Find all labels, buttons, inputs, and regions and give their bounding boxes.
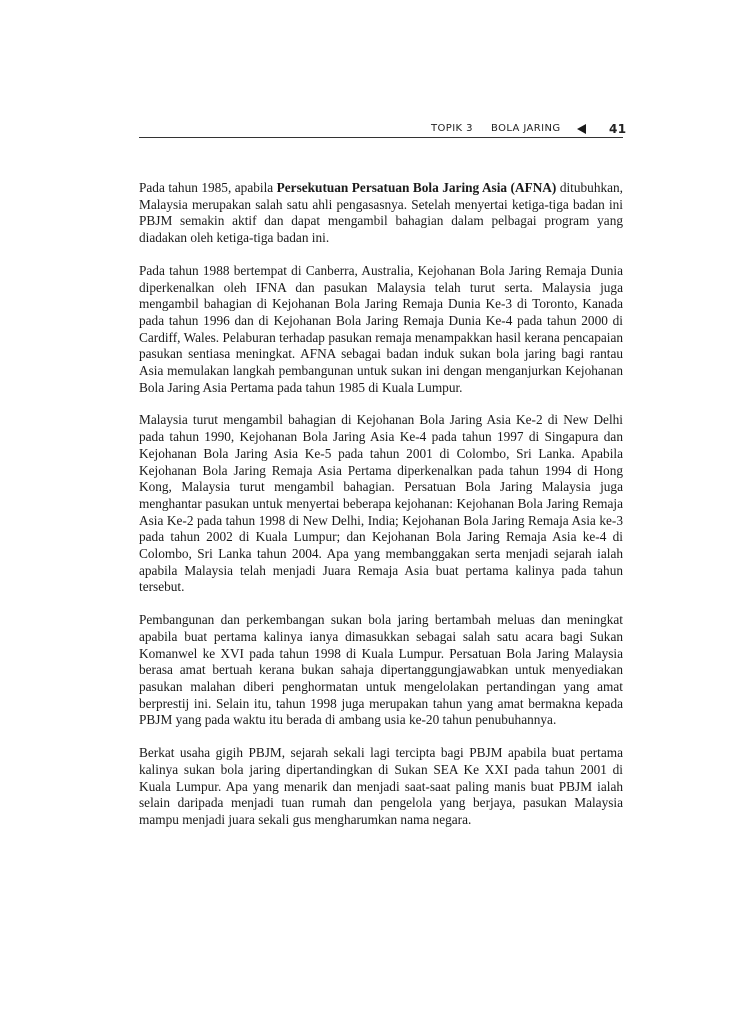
paragraph-1-rest: ditubuhkan, Malaysia merupakan salah satu ahli pengasasnya. Setelah menyertai ketiga-tiga badan ini PBJM semakin aktif dan dapat mengambil bahagian dalam pelbagai program yang diadakan oleh ketiga-tiga badan ini. [139,180,623,246]
header-title: BOLA JARING [491,123,561,134]
paragraph-1-lead: Pada tahun 1985, apabila [139,180,277,195]
body-text [139,180,623,845]
header-rule [139,137,623,138]
paragraph-1 [139,180,623,247]
paragraph-5: Berkat usaha gigih PBJM, sejarah sekali lagi tercipta bagi PBJM apabila buat pertama kalinya sukan bola jaring dipertandingkan di Sukan SEA Ke XXI pada tahun 2001 di Kuala Lumpur. Apa yang menarik dan menjadi saat-saat paling manis buat PBJM ialah selain daripada menjadi tuan rumah dan pengelola yang berjaya, pasukan Malaysia mampu menjadi juara sekali gus mengharumkan nama negara. [139,745,623,827]
paragraph-4: Pembangunan dan perkembangan sukan bola jaring bertambah meluas dan meningkat apabila buat pertama kalinya ianya dimasukkan sebagai salah satu acara bagi Sukan Komanwel ke XVI pada tahun 1998 di Kuala Lumpur. Persatuan Bola Jaring Malaysia berasa amat bertuah kerana bukan sahaja dipertanggungjawabkan untuk menyediakan pasukan malahan diberi penghormatan untuk mengelolakan pertandingan yang amat berprestij ini. Selain itu, tahun 1998 juga merupakan tahun yang amat bermakna kepada PBJM yang pada waktu itu berada di ambang usia ke-20 tahun penubuhannya. [139,612,623,728]
paragraph-2: Pada tahun 1988 bertempat di Canberra, Australia, Kejohanan Bola Jaring Remaja Dunia diperkenalkan oleh IFNA dan pasukan Malaysia telah turut serta. Malaysia juga mengambil bahagian di Kejohanan Bola Jaring Remaja Dunia Ke-3 di Toronto, Kanada pada tahun 1996 dan di Kejohanan Bola Jaring Remaja Dunia Ke-4 pada tahun 2000 di Cardiff, Wales. Pelaburan terhadap pasukan remaja menampakkan hasil kerana pencapaian pasukan sentiasa meningkat. AFNA sebagai badan induk sukan bola jaring bagi rantau Asia memulakan langkah pembangunan untuk sukan ini dengan menganjurkan Kejohanan Bola Jaring Asia Pertama pada tahun 1985 di Kuala Lumpur. [139,262,623,395]
paragraph-3: Malaysia turut mengambil bahagian di Kejohanan Bola Jaring Asia Ke-2 di New Delhi pada tahun 1990, Kejohanan Bola Jaring Asia Ke-4 pada tahun 1997 di Singapura dan Kejohanan Bola Jaring Asia Ke-5 pada tahun 2001 di Colombo, Sri Lanka. Apabila Kejohanan Bola Jaring Remaja Asia Pertama diperkenalkan pada tahun 1994 di Hong Kong, Malaysia turut mengambil bahagian. Persatuan Bola Jaring Malaysia juga menghantar pasukan untuk menyertai beberapa kejohanan: Kejohanan Bola Jaring Remaja Asia Ke-2 pada tahun 1998 di New Delhi, India; Kejohanan Bola Jaring Remaja Asia ke-3 pada tahun 2002 di Kuala Lumpur; dan Kejohanan Bola Jaring Remaja Asia ke-4 di Colombo, Sri Lanka tahun 2004. Apa yang membanggakan serta menjadi sejarah ialah apabila Malaysia telah menjadi Juara Remaja Asia buat pertama kalinya pada tahun tersebut. [139,412,623,595]
running-header [139,119,627,139]
header-topic: TOPIK 3 [431,123,473,134]
page-number: 41 [609,122,627,136]
paragraph-1-bold-term: Persekutuan Persatuan Bola Jaring Asia (AFNA) [276,180,557,195]
triangle-left-icon [577,124,586,134]
